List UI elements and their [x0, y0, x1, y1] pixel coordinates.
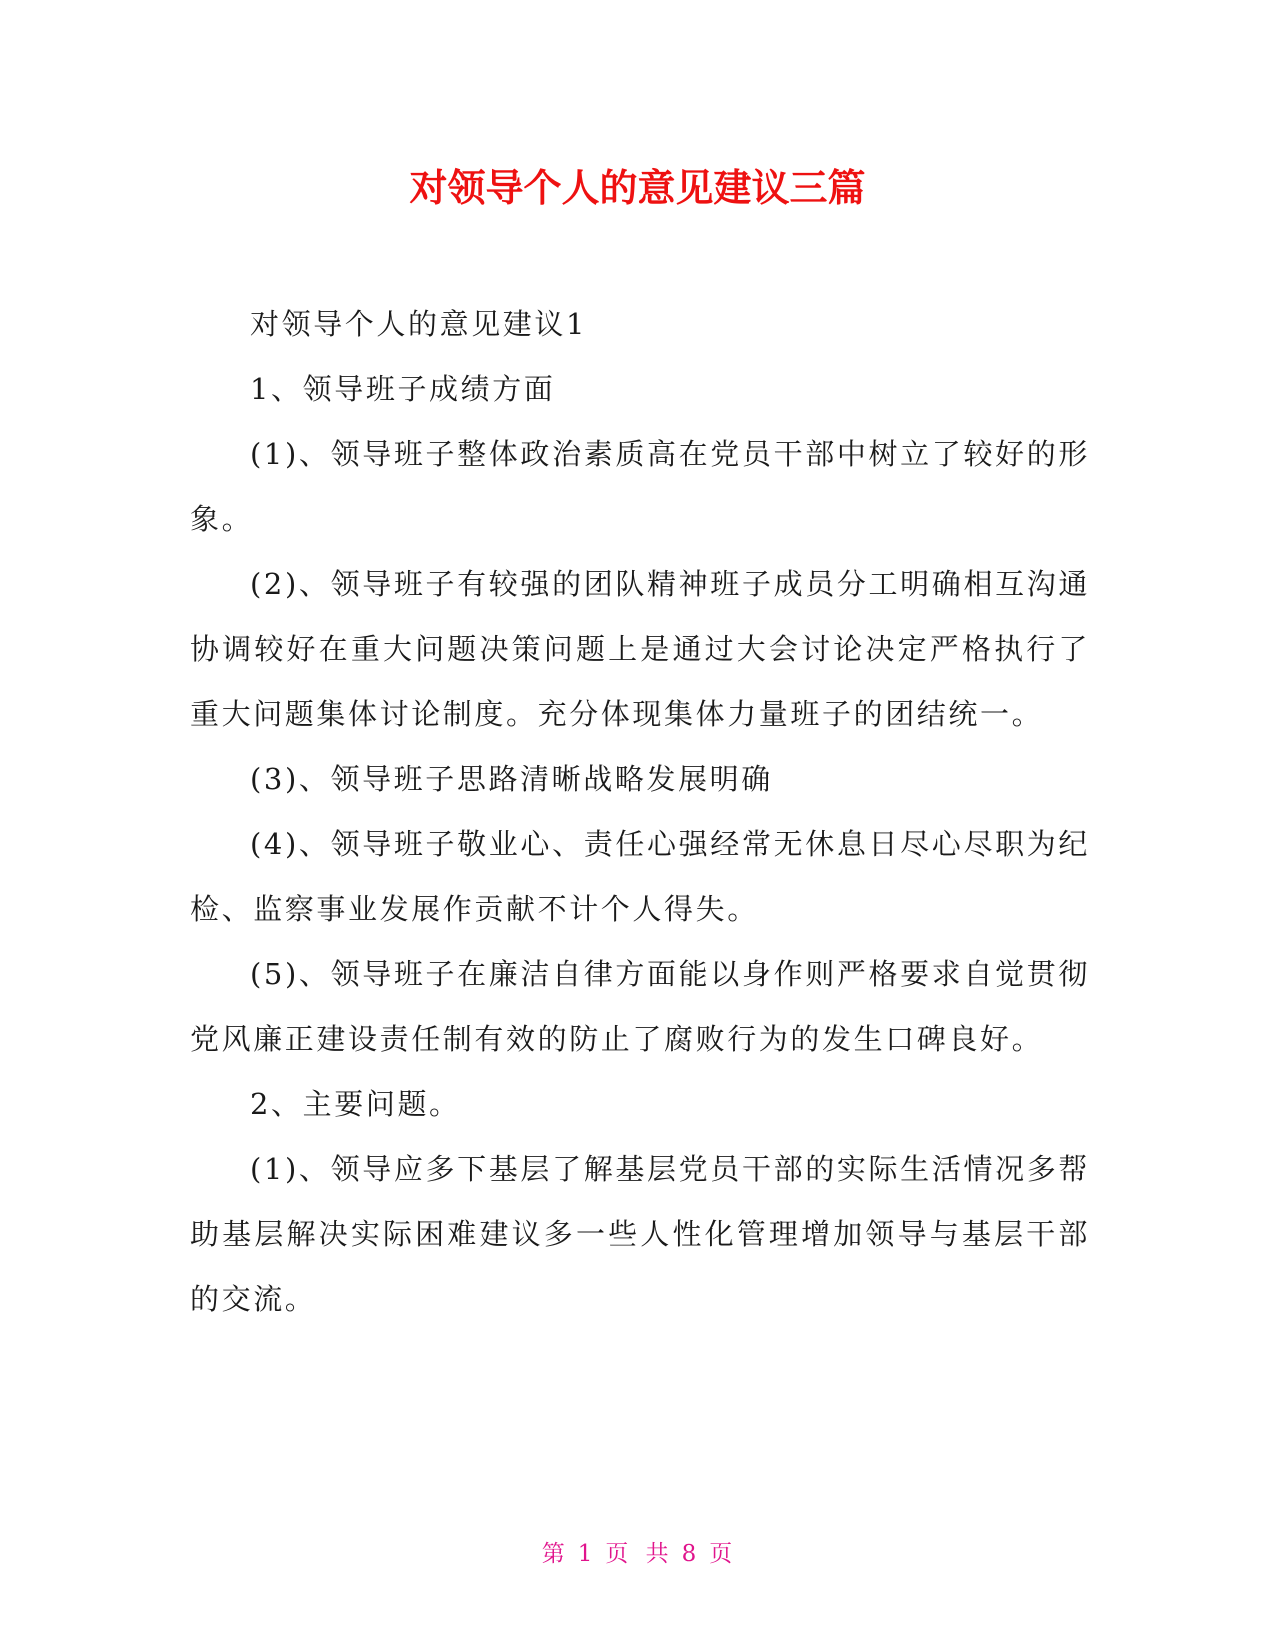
paragraph-achievement-4: (4)、领导班子敬业心、责任心强经常无休息日尽心尽职为纪检、监察事业发展作贡献不计个人得失。: [190, 827, 1090, 926]
paragraph-problems-heading: 2、主要问题。: [250, 1087, 461, 1121]
paragraph-achievement-2: (2)、领导班子有较强的团队精神班子成员分工明确相互沟通协调较好在重大问题决策问题上是通过大会讨论决定严格执行了重大问题集体讨论制度。充分体现集体力量班子的团结统一。: [190, 567, 1090, 731]
document-title: 对领导个人的意见建议三篇: [409, 166, 866, 210]
paragraph-achievement-5: (5)、领导班子在廉洁自律方面能以身作则严格要求自觉贯彻党风廉正建设责任制有效的防止了腐败行为的发生口碑良好。: [190, 957, 1090, 1056]
paragraph-achievement-1: (1)、领导班子整体政治素质高在党员干部中树立了较好的形象。: [190, 437, 1090, 536]
paragraph-problem-1: (1)、领导应多下基层了解基层党员干部的实际生活情况多帮助基层解决实际困难建议多一些人性化管理增加领导与基层干部的交流。: [190, 1152, 1090, 1316]
paragraph-section-heading: 对领导个人的意见建议1: [250, 307, 588, 341]
page-footer: [0, 1538, 1275, 1570]
paragraph-achievement-3: (3)、领导班子思路清晰战略发展明确: [250, 762, 773, 796]
footer-suffix: 页: [709, 1541, 734, 1567]
footer-page-number: 1: [577, 1541, 594, 1567]
footer-total-pages: 8: [681, 1541, 698, 1567]
footer-middle: 页 共: [605, 1541, 670, 1567]
paragraph-achievements-heading: 1、领导班子成绩方面: [250, 372, 556, 406]
document-body: [190, 292, 1090, 1332]
footer-prefix: 第: [541, 1541, 566, 1567]
